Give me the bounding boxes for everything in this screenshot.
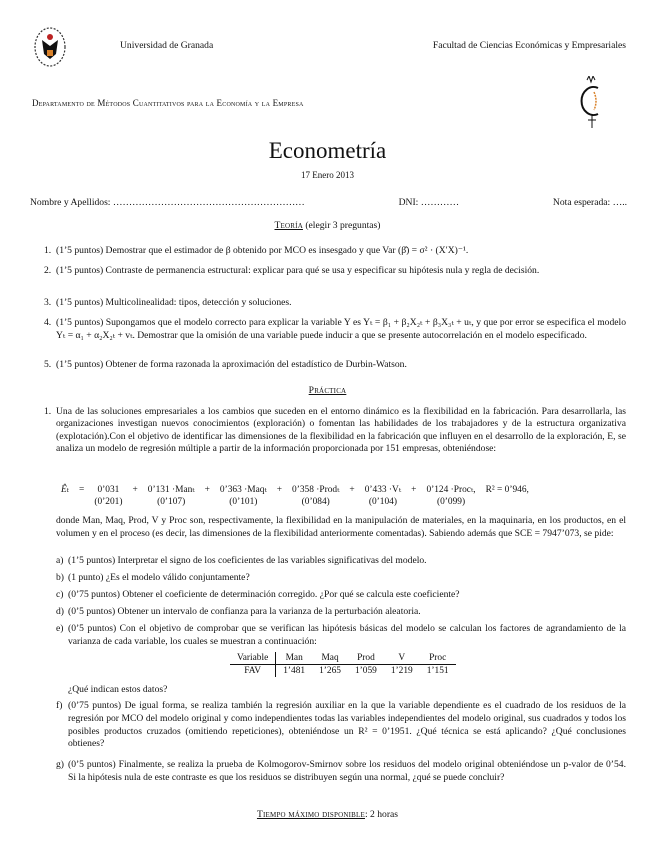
eq-term: 0’358 ·Prodₜ [292, 485, 340, 495]
table-cell: Variable [230, 652, 276, 665]
eq-plus: + [411, 485, 417, 495]
subquestion-c: c) (0’75 puntos) Obtener el coeficiente de determinación corregido. ¿Por qué se calcula este coeficiente? [56, 589, 460, 600]
table-header-row [230, 652, 456, 665]
eq-lhs: Êₜ [61, 485, 70, 495]
university-name: Universidad de Granada [120, 40, 214, 51]
table-cell: 1’265 [319, 666, 341, 676]
subquestion-a: a) (1’5 puntos) Interpretar el signo de los coeficientes de las variables significativas del modelo. [56, 555, 427, 566]
theory-item: 4. (1’5 puntos) Supongamos que el modelo correcto para explicar la variable Y es Yₜ = β₁ + β₂X₂ₜ + β₃X₃ₜ + uₜ, y que por error se especifica el modelo Yₜ = α₁ + α₂X₂ₜ + vₜ. Demostrar que la omisión de una variable puede inducir a que se presente autocorrelación en el modelo especificado. [44, 317, 626, 341]
subquestion-e: e) (0’5 puntos) Con el objetivo de comprobar que se verifican las hipótesis básicas del modelo se calculan los factores de agrandamiento de la varianza de cada variable, los cuales se muestran a continuación: [56, 623, 626, 647]
eq-plus: + [204, 485, 210, 495]
eq-se: (0’084) [301, 497, 330, 507]
eq-term: 0’124 ·Procₜ, [426, 485, 476, 495]
practice-explanation: donde Man, Maq, Prod, V y Proc son, respectivamente, la flexibilidad en la manipulación de materiales, en la maquinaria, en los productos, en el volumen y en el proceso (es decir, las dimensiones de la flexibilidad anteriormente comentadas). Sabiendo además que SCE = 7947’073, se pide: [56, 515, 626, 539]
university-crest-logo [34, 26, 66, 68]
table-cell: 1’219 [390, 666, 413, 676]
eq-term: 0’363 ·Maqₜ [219, 485, 267, 495]
eq-se: (0’099) [436, 497, 466, 507]
dni-field[interactable]: DNI: ………… [398, 197, 460, 208]
practice-heading: Práctica [308, 385, 347, 396]
theory-heading: Teoría (elegir 3 preguntas) [274, 220, 381, 231]
faculty-name: Facultad de Ciencias Económicas y Empresariales [432, 40, 626, 51]
eq-se: (0’104) [368, 497, 397, 507]
table-cell: Proc [420, 652, 456, 665]
eq-plus: + [132, 485, 138, 495]
table-cell: Man [276, 652, 312, 665]
eq-plus: + [276, 485, 283, 495]
fav-question: ¿Qué indican estos datos? [68, 684, 168, 695]
eq-se: (0’107) [157, 497, 186, 507]
name-field[interactable]: Nombre y Apellidos: …………………………………………………… [30, 197, 305, 208]
subquestion-b: b) (1 punto) ¿Es el modelo válido conjuntamente? [56, 572, 250, 583]
eq-term: 0’131 ·Manₜ [147, 485, 195, 495]
student-fields [30, 197, 627, 208]
table-cell: 1’151 [426, 666, 449, 676]
table-cell: 1’481 [283, 666, 306, 676]
subquestion-g: g) (0’5 puntos) Finalmente, se realiza la prueba de Kolmogorov-Smirnov sobre los residuos del modelo original obteniéndose un p-valor de 0’54. Si la hipótesis nula de este contraste es que los residuos se distribuyen según una normal, ¿qué se puede concluir? [56, 759, 626, 783]
table-cell: Maq [312, 652, 348, 665]
table-cell: FAV [230, 665, 276, 678]
page-title: Econometría [268, 138, 387, 163]
grade-field[interactable]: Nota esperada: ….. [552, 197, 627, 208]
exam-date: 17 Enero 2013 [301, 170, 354, 180]
eq-plus: + [349, 485, 355, 495]
department-name: Departamento de Métodos Cuantitativos para la Economía y la Empresa [32, 98, 304, 108]
table-row [230, 665, 456, 678]
eq-r2: R² = 0’946, [485, 485, 529, 495]
subquestion-f: f) (0’75 puntos) De igual forma, se realiza también la regresión auxiliar en la que la variable dependiente es el cuadrado de los residuos de la regresión por MCO del modelo original y como independientes todas las variables independientes del modelo original, sus cuadrados y todos los posibles productos cruzados (omitiendo repeticiones), obteniéndose un R² = 0’1951. ¿Qué técnica se está aplicando? ¿Qué conclusiones obtienes? [56, 700, 626, 750]
table-cell: Prod [348, 652, 384, 665]
eq-term: 0’031 [97, 485, 120, 495]
time-limit: Tiempo máximo disponible: 2 horas [256, 809, 399, 820]
theory-item: 5. (1’5 puntos) Obtener de forma razonada la aproximación del estadístico de Durbin-Watson. [44, 359, 407, 370]
table-cell: V [384, 652, 420, 665]
practice-intro: 1. Una de las soluciones empresariales a los cambios que suceden en el entorno dinámico es la flexibilidad en la fabricación. Para desarrollarla, las organizaciones investigan nuevos conocimientos (exploración) o fomentan las habilidades de los trabajadores y de la estructura organizativa (explotación).Con el objetivo de identificar las dimensiones de la flexibilidad en la fabricación que influyen en el desarrollo de la exploración, E, se analiza un modelo de regresión múltiple a partir de la información proporcionada por 151 empresas, obteniéndose: [44, 406, 626, 454]
eq-se: (0’201) [94, 497, 123, 507]
theory-item: 1. (1’5 puntos) Demostrar que el estimador de β obtenido por MCO es insesgado y que Var (β̂) = σ² · (X′X)⁻¹. [44, 245, 469, 256]
subquestion-d: d) (0’5 puntos) Obtener un intervalo de confianza para la varianza de la perturbación aleatoria. [56, 606, 421, 617]
theory-item: 3. (1’5 puntos) Multicolinealidad: tipos, detección y soluciones. [44, 297, 292, 308]
table-cell: 1’059 [354, 666, 377, 676]
department-logo [578, 76, 606, 130]
eq-sign: = [79, 485, 85, 495]
eq-term: 0’433 ·Vₜ [364, 485, 402, 495]
theory-item: 2. (1’5 puntos) Contraste de permanencia estructural: explicar para qué se usa y especificar su hipótesis nula y regla de decisión. [44, 265, 540, 276]
fav-table [230, 652, 456, 677]
eq-se: (0’101) [229, 497, 258, 507]
regression-equation [56, 484, 534, 508]
